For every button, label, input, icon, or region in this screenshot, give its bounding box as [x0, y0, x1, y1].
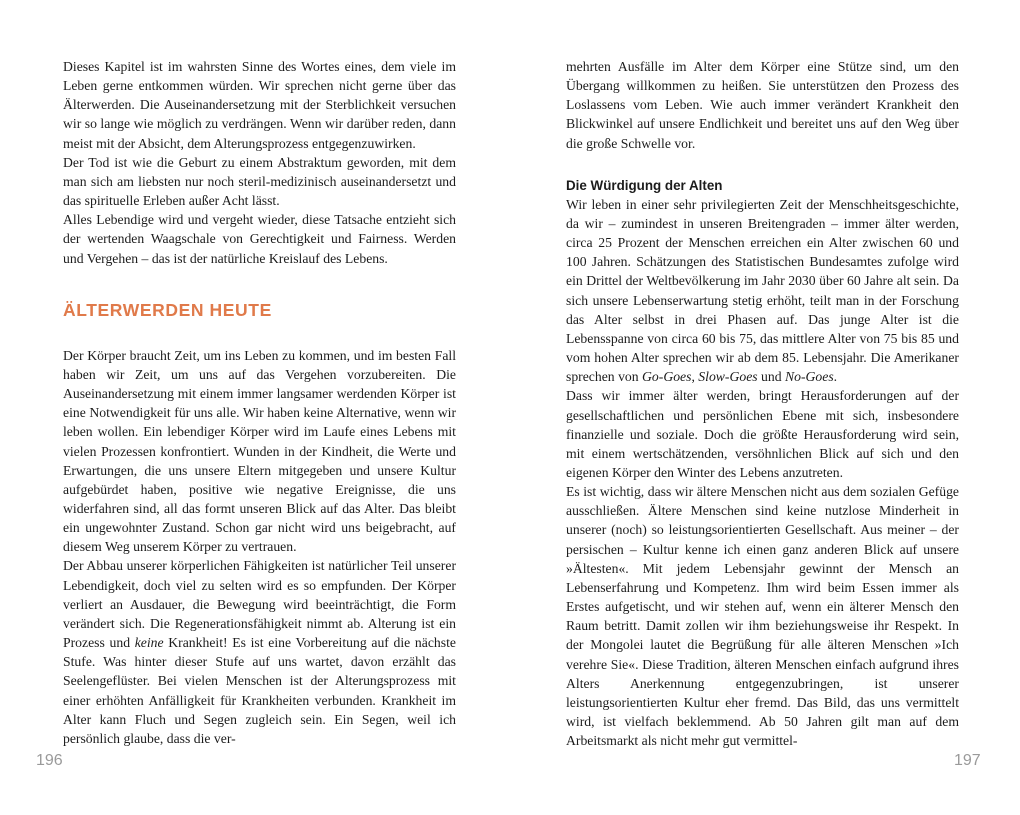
section-heading: Die Würdigung der Alten: [566, 177, 723, 193]
emphasis-text: Slow-Goes: [698, 369, 758, 385]
continuation-paragraph: mehrten Ausfälle im Alter dem Körper eine Stütze sind, um den Übergang willkommen zu heißen. Sie unterstützen den Prozess des Loslassens vom Leben. Wie auch immer verändert Krankheit den Blickwinkel auf unsere Endlichkeit und bereitet uns auf den Weg über die große Schwelle vor.: [566, 59, 959, 151]
emphasis-text: keine: [134, 635, 164, 651]
emphasis-text: Go-Goes: [642, 369, 692, 385]
intro-paragraph: Dieses Kapitel ist im wahrsten Sinne des Wortes eines, dem viele im Leben gerne entkommen würden. Wir sprechen nicht gerne über das Älterwerden. Die Auseinandersetzung mit der Sterblichkeit versuchen wir so lange wie möglich zu verdrängen. Wenn wir darüber reden, dann meist mit der Absicht, dem Alterungsprozess entgegenzuwirken.: [63, 59, 456, 151]
body-paragraph: Dass wir immer älter werden, bringt Herausforderungen auf der gesellschaftlichen und persönlichen Ebene mit sich, insbesondere finanzielle und soziale. Doch die größte Herausforderung wird sein, mit einem wertschätzenden, versöhnlichen Blick auf sich und den eigenen Körper den Winter des Lebens anzutreten.: [566, 388, 959, 480]
text-run: Wir leben in einer sehr privilegierten Zeit der Menschheitsgeschichte, da wir – zumindest in unseren Breitengraden – immer älter werden, circa 25 Prozent der Menschen erreichen ein Alter zwischen 60 und 100 Jahren. Schätzungen des Statistischen Bundesamtes zufolge wird ein Drittel der Weltbevölkerung im Jahr 2030 über 60 Jahre alt sein. Da sich unsere Lebenserwartung stetig erhöht, teilt man in der Forschung das Alter selbst in drei Phasen auf. Das junge Alter ist die Lebensspanne von circa 60 bis 75, das mittlere Alter von 75 bis 85 und vom hohen Alter sprechen wir ab dem 85. Lebensjahr. Die Amerikaner sprechen von: [566, 196, 959, 385]
chapter-heading: ÄLTERWERDEN HEUTE: [63, 299, 272, 320]
right-text-column: [566, 57, 959, 750]
page-number: 196: [36, 752, 63, 769]
left-text-column: [63, 57, 456, 748]
intro-paragraph: Der Tod ist wie die Geburt zu einem Abstraktum geworden, mit dem man sich am liebsten nur noch steril-medizinisch auseinandersetzt und das spirituelle Erleben außer Acht lässt.: [63, 154, 456, 209]
text-run: Der Abbau unserer körperlichen Fähigkeiten ist natürlicher Teil unserer Lebendigkeit, doch viel zu selten wird es so empfunden. Der Körper verliert an Ausdauer, die Bewegung wird beeinträchtigt, die Form verändert sich. Die Regenerationsfähigkeit nimmt ab. Alterung ist ein Prozess und: [63, 558, 456, 651]
right-page: [510, 0, 1020, 815]
text-run: Krankheit! Es ist eine Vorbereitung auf die nächste Stufe. Was hinter dieser Stufe auf uns wartet, davon erzählt das Seelengeflüster. Bei vielen Menschen ist der Alterungsprozess mit einer erhöhten Anfälligkeit für Krankheiten verbunden. Krankheit im Alter kann Fluch und Segen zugleich sein. Ein Segen, weil ich persönlich glaube, dass die ver-: [63, 635, 456, 746]
intro-paragraph: Alles Lebendige wird und vergeht wieder, diese Tatsache entzieht sich der wertenden Waagschale von Gerechtigkeit und Fairness. Werden und Vergehen – das ist der natürliche Kreislauf des Lebens.: [63, 212, 456, 266]
emphasis-text: No-Goes: [784, 369, 834, 385]
text-run: und: [757, 369, 785, 385]
body-paragraph: [63, 556, 456, 748]
page-number: 197: [954, 752, 981, 769]
body-paragraph: Es ist wichtig, dass wir ältere Menschen nicht aus dem sozialen Gefüge ausschließen. Ältere Menschen sind keine nutzlose Minderheit in unserer (noch) so leistungsorientierten Gesellschaft. Aus meiner – der persischen – Kultur kenne ich einen ganz anderen Blick auf unsere »Ältesten«. Mit jedem Lebensjahr gewinnt der Mensch an Lebenserfahrung und Kompetenz. Ihm wird beim Essen immer als Erstes aufgetischt, und wir stehen auf, wenn ein älterer Mensch den Raum betritt. Damit zollen wir ihm beziehungsweise ihr Respekt. In der Mongolei lautet die Begrüßung für alle älteren Menschen »Ich verehre Sie«. Diese Tradition, älteren Menschen einfach aufgrund ihres Alters Anerkennung entgegenzubringen, ist unserer leistungsorientierten Kultur eher fremd. Das Bild, das uns vermittelt wird, ist vielfach beklemmend. Ab 50 Jahren gilt man auf dem Arbeitsmarkt als nicht mehr gut vermittel-: [566, 484, 959, 749]
text-run: ,: [691, 369, 699, 385]
body-paragraph: Der Körper braucht Zeit, um ins Leben zu kommen, und im besten Fall haben wir Zeit, um uns auf das Vergehen vorzubereiten. Die Auseinandersetzung mit einem immer langsamer werdenden Körper ist eine Notwendigkeit für uns alle. Wir haben keine Alternative, wenn wir leben wollen. Ein lebendiger Körper wird im Laufe eines Lebens mit vielen Prozessen konfrontiert. Wunden in der Kindheit, die Werte und Erwartungen, die uns unsere Eltern mitgegeben und unsere Kultur aufgebürdet haben, positive wie negative Ereignisse, die uns widerfahren sind, all das formt unseren Blick auf das Alter. Das bleibt ein ungewohnter Zustand. Schon gar nicht wird uns beigebracht, auf diesem Weg unserem Körper zu vertrauen.: [63, 347, 456, 555]
body-paragraph: [566, 195, 959, 387]
text-run: .: [833, 369, 838, 385]
